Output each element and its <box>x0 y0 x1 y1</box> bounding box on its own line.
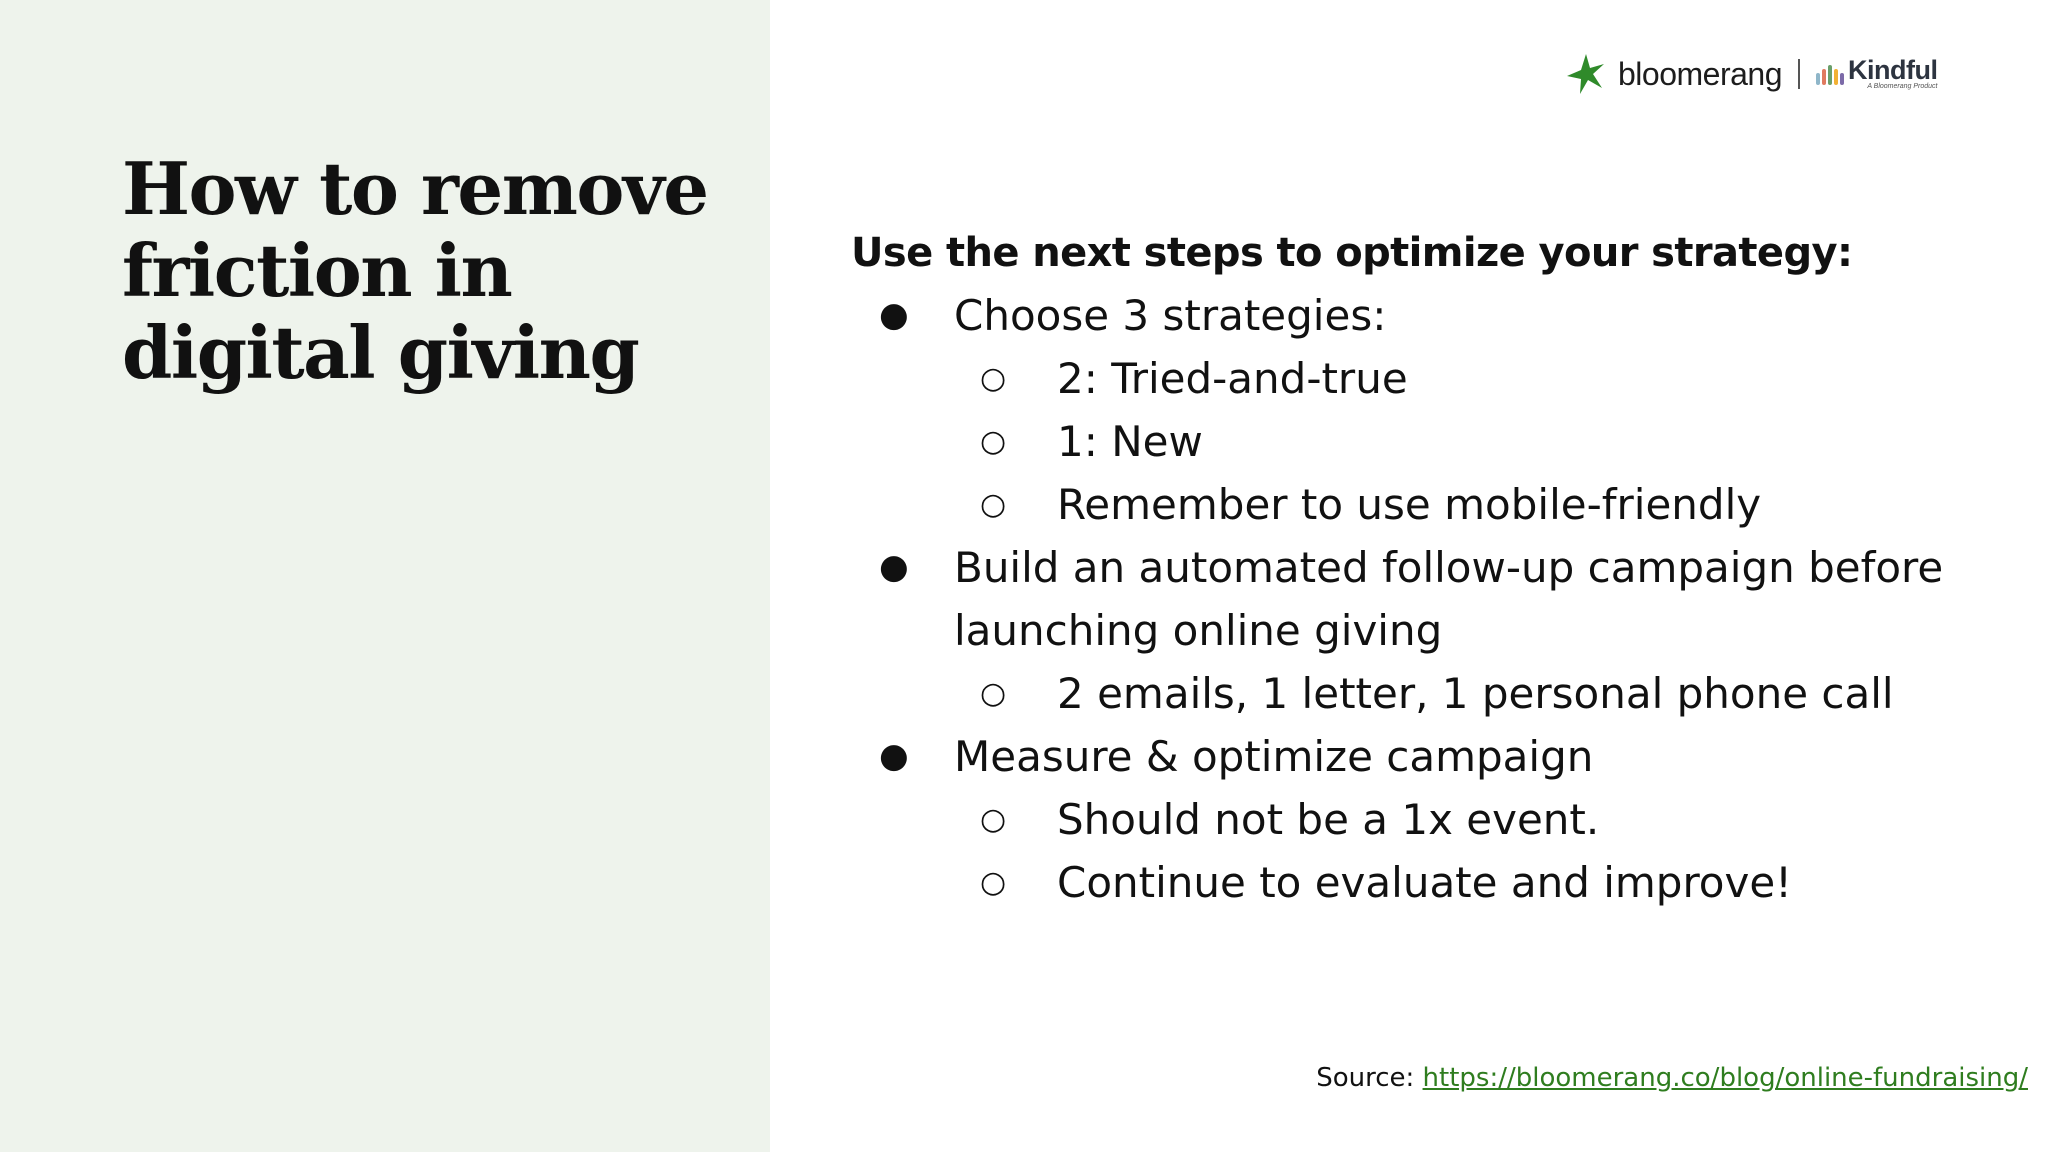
bullet-icon: ● <box>879 295 909 335</box>
list-item <box>851 284 1981 347</box>
sub-list-container <box>851 788 1981 914</box>
sub-bullet-icon: ○ <box>980 361 1007 396</box>
sub-list-item-text: 1: New <box>1057 417 1203 466</box>
source-link[interactable]: https://bloomerang.co/blog/online-fundraising/ <box>1422 1063 2028 1093</box>
sub-list-container <box>851 662 1981 725</box>
left-panel <box>0 0 770 1152</box>
source-citation <box>1316 1063 2028 1093</box>
sub-list-item <box>954 662 1981 725</box>
sub-list-item-text: 2 emails, 1 letter, 1 personal phone call <box>1057 669 1894 718</box>
list-item-text: Measure & optimize campaign <box>954 732 1594 781</box>
sub-list-container <box>851 347 1981 536</box>
sub-list-item <box>954 851 1981 914</box>
kindful-logo-text: Kindful <box>1848 55 1938 85</box>
sub-list-item <box>954 410 1981 473</box>
kindful-logo-tagline: A Bloomerang Product <box>1867 83 1938 90</box>
list-item-text: Build an automated follow-up campaign before launching online giving <box>954 543 1944 655</box>
sub-list <box>954 788 1981 914</box>
sub-list-item-text: Continue to evaluate and improve! <box>1057 858 1793 907</box>
bullet-icon: ● <box>879 547 909 587</box>
bloomerang-logo-text: bloomerang <box>1618 55 1782 92</box>
list-item-text: Choose 3 strategies: <box>954 291 1387 340</box>
kindful-logo-icon <box>1816 63 1846 85</box>
sub-list-item <box>954 788 1981 851</box>
sub-bullet-icon: ○ <box>980 865 1007 900</box>
bullet-icon: ● <box>879 736 909 776</box>
source-label: Source: <box>1316 1063 1415 1093</box>
sub-list-item-text: 2: Tried-and-true <box>1057 354 1408 403</box>
slide-title: How to remove friction in digital giving <box>122 146 708 395</box>
sub-bullet-icon: ○ <box>980 424 1007 459</box>
sub-list-item <box>954 347 1981 410</box>
bloomerang-logo-icon <box>1564 52 1608 96</box>
logo-divider <box>1798 59 1800 89</box>
sub-list-item <box>954 473 1981 536</box>
sub-list-item-text: Should not be a 1x event. <box>1057 795 1600 844</box>
content-area <box>851 222 1981 914</box>
logo-row <box>1564 50 1937 98</box>
sub-bullet-icon: ○ <box>980 676 1007 711</box>
sub-list <box>954 662 1981 725</box>
sub-list <box>954 347 1981 536</box>
sub-list-item-text: Remember to use mobile-friendly <box>1057 480 1762 529</box>
sub-bullet-icon: ○ <box>980 802 1007 837</box>
lead-heading: Use the next steps to optimize your strategy: <box>851 230 1853 276</box>
list-item <box>851 536 1981 662</box>
kindful-logo-wordmark <box>1848 57 1937 91</box>
steps-list <box>851 284 1981 914</box>
list-item <box>851 725 1981 788</box>
sub-bullet-icon: ○ <box>980 487 1007 522</box>
